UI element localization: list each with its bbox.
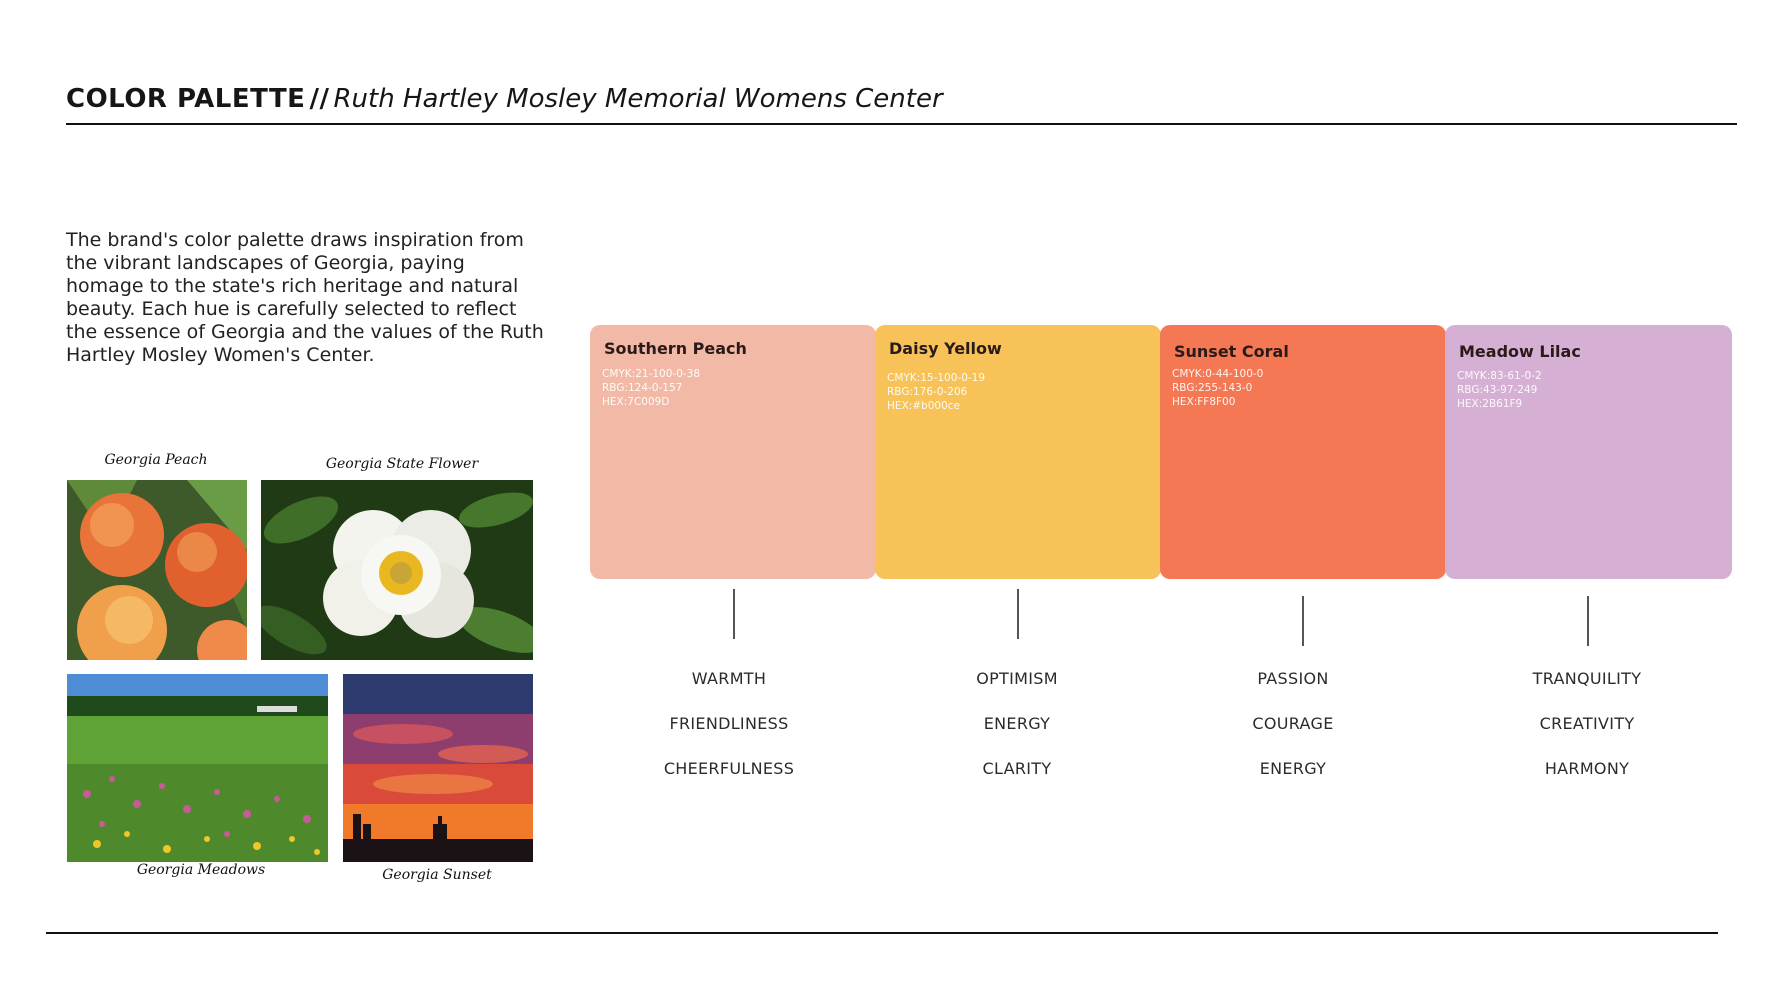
- swatch-codes: [1172, 367, 1263, 409]
- sunset-image: [343, 674, 533, 862]
- swatch-cmyk: CMYK:15-100-0-19: [887, 372, 986, 384]
- header-title: COLOR PALETTE: [66, 84, 306, 114]
- swatch-name: Meadow Lilac: [1459, 342, 1581, 361]
- attribute-label: ENERGY: [983, 714, 1051, 733]
- header-separator: //: [309, 84, 330, 114]
- photo-georgia-state-flower: [261, 480, 533, 660]
- header-divider: [66, 123, 1737, 125]
- swatch-codes: [1457, 369, 1542, 411]
- swatch-name: Daisy Yellow: [889, 339, 1002, 358]
- footer-divider: [46, 932, 1718, 934]
- swatch-sunset-coral: [1160, 325, 1446, 579]
- swatch-rgb: RBG:176-0-206: [887, 386, 968, 398]
- attribute-label: COURAGE: [1252, 714, 1334, 733]
- connector-line: [1017, 589, 1019, 639]
- photo-georgia-sunset: [343, 674, 533, 862]
- swatch-rgb: RBG:43-97-249: [1457, 384, 1538, 396]
- swatch-rgb: RBG:124-0-157: [602, 382, 683, 394]
- swatch-cmyk: CMYK:21-100-0-38: [602, 368, 701, 380]
- page-header: [66, 82, 943, 116]
- swatch-hex: HEX:7C009D: [602, 396, 670, 408]
- swatch-meadow-lilac: [1445, 325, 1732, 579]
- swatch-codes: [887, 371, 985, 413]
- photo-caption-flower: Georgia State Flower: [325, 456, 479, 472]
- swatch-daisy-yellow: [875, 325, 1161, 579]
- header-subtitle: Ruth Hartley Mosley Memorial Womens Center: [333, 84, 943, 114]
- attribute-label: CLARITY: [982, 759, 1052, 778]
- swatch-name: Sunset Coral: [1174, 342, 1289, 361]
- attribute-label: PASSION: [1257, 669, 1329, 688]
- photo-caption-peach: Georgia Peach: [104, 452, 208, 468]
- attribute-label: WARMTH: [691, 669, 767, 688]
- swatch-name: Southern Peach: [604, 339, 747, 358]
- attribute-label: CHEERFULNESS: [663, 759, 795, 778]
- swatch-southern-peach: [590, 325, 876, 579]
- attribute-label: HARMONY: [1544, 759, 1630, 778]
- attribute-label: FRIENDLINESS: [669, 714, 789, 733]
- swatch-codes: [602, 367, 700, 409]
- photo-caption-sunset: Georgia Sunset: [382, 867, 492, 883]
- swatch-hex: HEX:FF8F00: [1172, 396, 1236, 408]
- swatch-rgb: RBG:255-143-0: [1172, 382, 1253, 394]
- photo-georgia-peach: [67, 480, 247, 660]
- attribute-label: TRANQUILITY: [1532, 669, 1642, 688]
- photo-georgia-meadows: [67, 674, 328, 862]
- attribute-label: OPTIMISM: [976, 669, 1058, 688]
- intro-paragraph: The brand's color palette draws inspiration from the vibrant landscapes of Georgia, paying homage to the state's rich heritage and natural beauty. Each hue is carefully selected to reflect the essence of Georgia and the values of the Ruth Hartley Mosley Women's Center.: [66, 229, 544, 366]
- connector-line: [733, 589, 735, 639]
- swatch-hex: HEX:2B61F9: [1457, 398, 1523, 410]
- meadow-image: [67, 674, 328, 862]
- attribute-label: CREATIVITY: [1539, 714, 1635, 733]
- photo-caption-meadows: Georgia Meadows: [136, 862, 266, 878]
- swatch-cmyk: CMYK:0-44-100-0: [1172, 368, 1264, 380]
- flower-image: [261, 480, 533, 660]
- swatch-hex: HEX:#b000ce: [887, 400, 960, 412]
- connector-line: [1302, 596, 1304, 646]
- swatch-cmyk: CMYK:83-61-0-2: [1457, 370, 1542, 382]
- peach-image: [67, 480, 247, 660]
- connector-line: [1587, 596, 1589, 646]
- attribute-label: ENERGY: [1259, 759, 1327, 778]
